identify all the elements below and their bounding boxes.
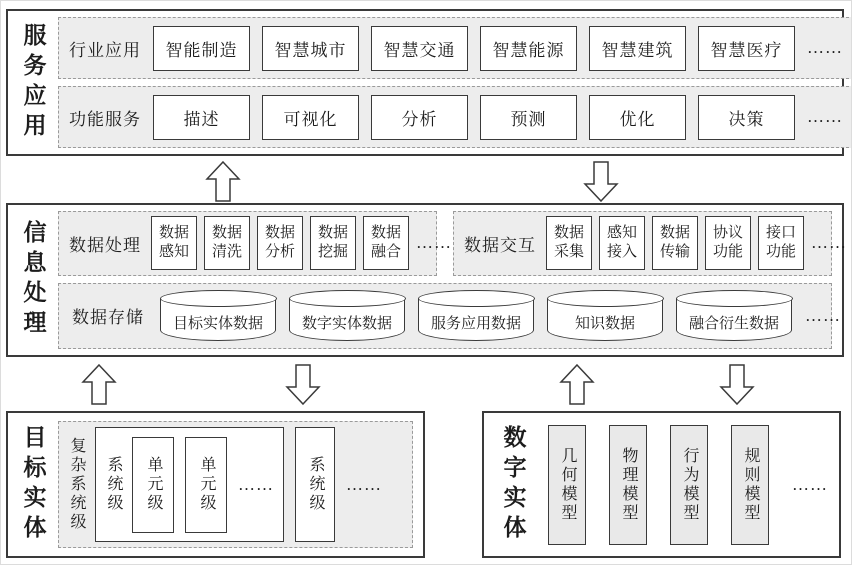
model-box: 物理模型 (609, 425, 647, 545)
info-layer-top-row (58, 211, 847, 276)
complex-system-container (58, 421, 413, 548)
model-box: 规则模型 (731, 425, 769, 545)
industry-app-box: 智慧城市 (262, 26, 359, 71)
data-interaction-box: 数据采集 (546, 216, 592, 270)
target-layer-title-text: 目标实体 (20, 424, 46, 545)
industry-application-row (58, 17, 852, 79)
function-service-label: 功能服务 (69, 109, 141, 129)
industry-app-box: 智能制造 (153, 26, 250, 71)
data-processing-label: 数据处理 (69, 235, 141, 255)
ellipsis: …… (346, 474, 382, 494)
function-service-row (58, 86, 852, 148)
info-layer-title (8, 205, 58, 355)
model-box: 几何模型 (548, 425, 586, 545)
database-cylinder: 目标实体数据 (160, 299, 276, 341)
function-service-box: 优化 (589, 95, 686, 140)
ellipsis: …… (416, 233, 452, 253)
unit-level-box: 单元级 (132, 437, 174, 533)
data-storage-group (58, 283, 841, 350)
ellipsis: …… (807, 38, 843, 57)
data-processing-group (58, 211, 452, 276)
info-layer-content (58, 205, 847, 355)
digital-layer-title (484, 413, 542, 556)
data-interaction-label: 数据交互 (464, 235, 536, 255)
data-interaction-box: 协议功能 (705, 216, 751, 270)
info-layer-title-text: 信息处理 (20, 220, 46, 340)
service-layer-title (8, 11, 58, 154)
ellipsis: …… (792, 474, 828, 494)
industry-app-box: 智慧医疗 (698, 26, 795, 71)
ellipsis: …… (805, 305, 841, 325)
service-layer-title-text: 服务应用 (20, 22, 46, 143)
system-level-box (95, 427, 284, 542)
data-processing-box: 数据融合 (363, 216, 409, 270)
function-service-box: 分析 (371, 95, 468, 140)
data-processing-box: 数据分析 (257, 216, 303, 270)
function-service-box: 可视化 (262, 95, 359, 140)
function-service-box: 决策 (698, 95, 795, 140)
service-application-layer (6, 9, 844, 156)
digital-entity-layer (482, 411, 841, 558)
data-interaction-box: 数据传输 (652, 216, 698, 270)
model-box: 行为模型 (670, 425, 708, 545)
unit-level-box: 单元级 (185, 437, 227, 533)
data-storage-label: 数据存储 (72, 308, 144, 328)
data-processing-box: 数据感知 (151, 216, 197, 270)
ellipsis: …… (807, 107, 843, 126)
data-processing-box: 数据挖掘 (310, 216, 356, 270)
system-level-label: 系统级 (105, 456, 122, 513)
database-cylinder: 服务应用数据 (418, 299, 534, 341)
information-processing-layer (6, 203, 847, 357)
database-cylinder: 融合衍生数据 (676, 299, 792, 341)
industry-app-box: 智慧建筑 (589, 26, 686, 71)
complex-system-label: 复杂系统级 (68, 437, 85, 532)
target-layer-title (8, 413, 58, 556)
data-interaction-box: 接口功能 (758, 216, 804, 270)
down-arrow-icon (285, 363, 321, 406)
database-cylinder: 数字实体数据 (289, 299, 405, 341)
industry-app-box: 智慧交通 (371, 26, 468, 71)
up-arrow-icon (81, 363, 117, 406)
target-entity-layer (6, 411, 425, 558)
data-processing-box: 数据清洗 (204, 216, 250, 270)
ellipsis: …… (811, 233, 847, 253)
ellipsis: …… (238, 474, 274, 494)
up-arrow-icon (559, 363, 595, 406)
database-cylinder: 知识数据 (547, 299, 663, 341)
digital-layer-title-text: 数字实体 (500, 424, 526, 545)
industry-app-box: 智慧能源 (480, 26, 577, 71)
system-level-box-2: 系统级 (295, 427, 335, 542)
down-arrow-icon (583, 160, 619, 203)
industry-application-label: 行业应用 (69, 40, 141, 60)
data-interaction-group (453, 211, 847, 276)
up-arrow-icon (205, 160, 241, 203)
data-interaction-box: 感知接入 (599, 216, 645, 270)
down-arrow-icon (719, 363, 755, 406)
model-row (542, 413, 839, 556)
service-layer-rows (58, 11, 852, 154)
function-service-box: 预测 (480, 95, 577, 140)
function-service-box: 描述 (153, 95, 250, 140)
